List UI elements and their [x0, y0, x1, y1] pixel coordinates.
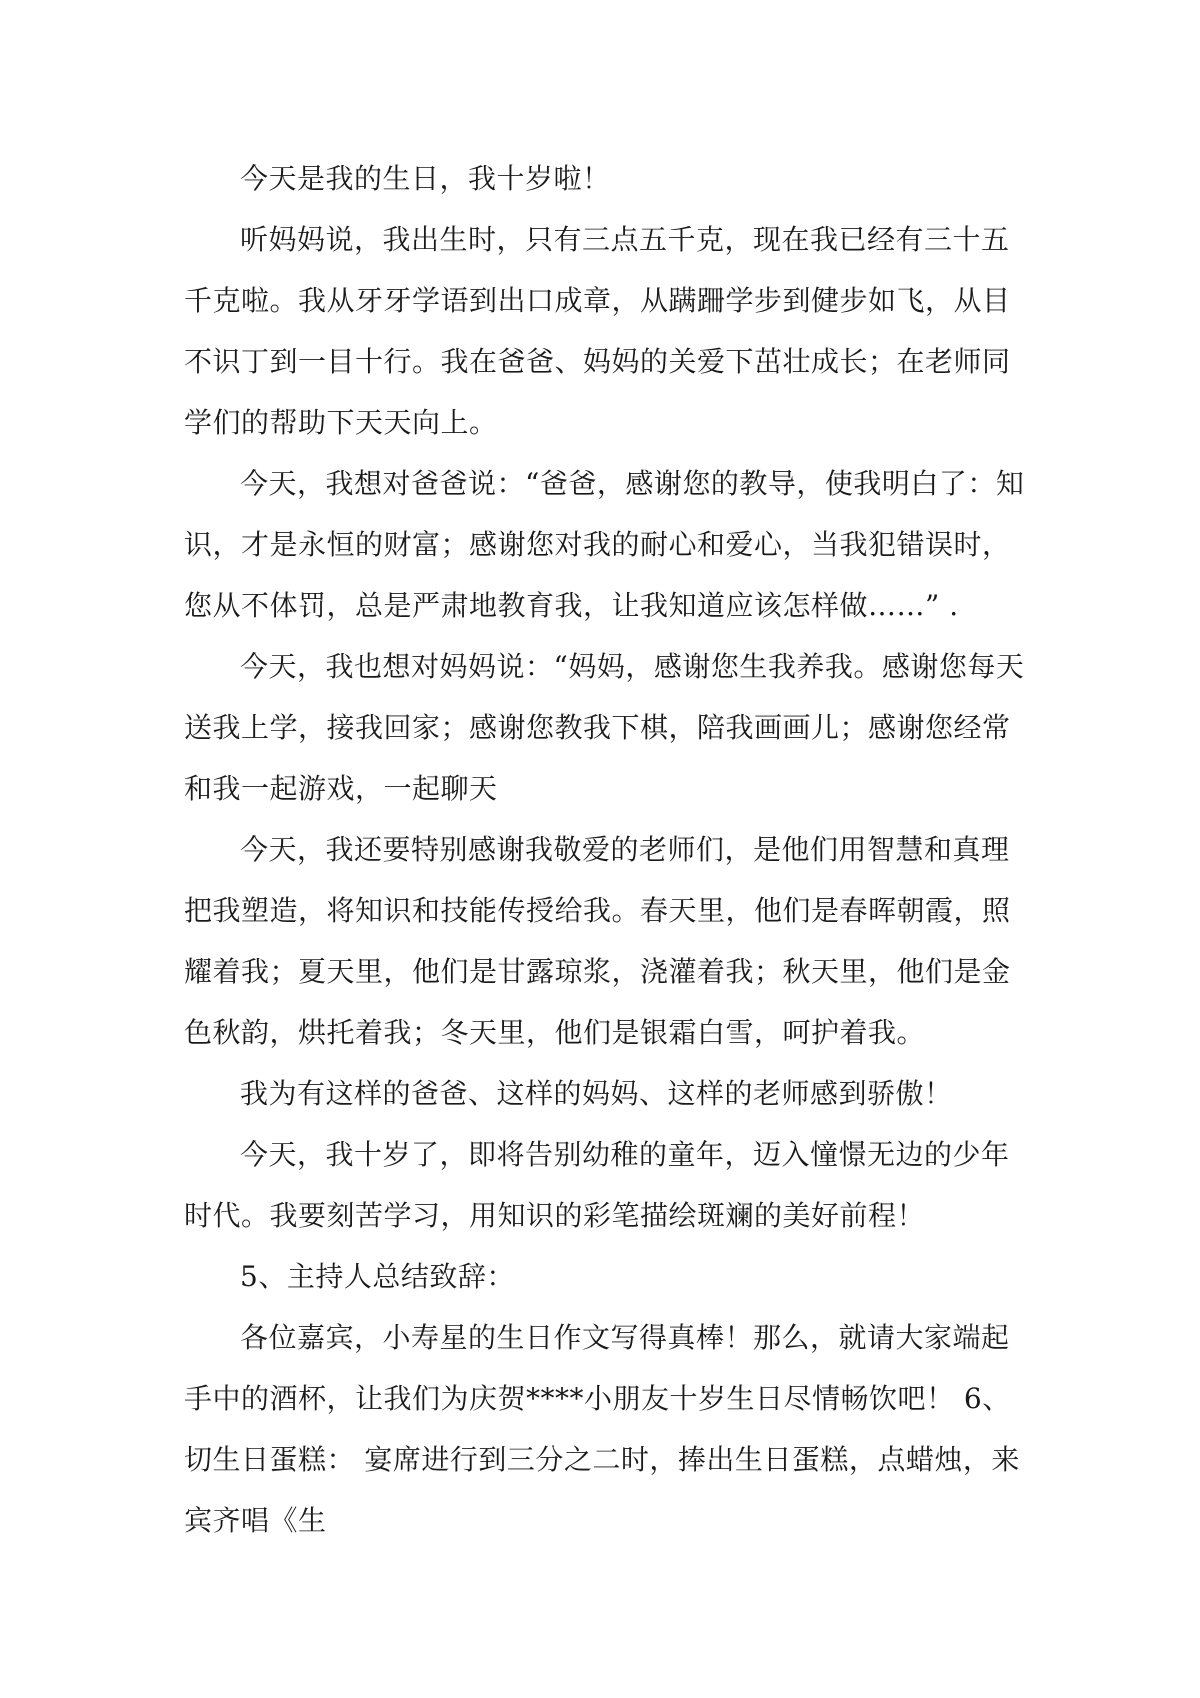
paragraph-host-closing-heading: 5、主持人总结致辞：: [240, 1260, 515, 1293]
document-body: [184, 148, 1032, 1551]
paragraph-host-closing-speech: 各位嘉宾，小寿星的生日作文写得真棒！那么，就请大家端起手中的酒杯，让我们为庆贺****小朋友十岁生日尽情畅饮吧！ 6、切生日蛋糕： 宴席进行到三分之二时，捧出生日蛋糕，点蜡烛，来宾齐唱《生: [184, 1321, 1020, 1537]
paragraph-thanks-mom: 今天，我也想对妈妈说：“妈妈，感谢您生我养我。感谢您每天送我上学，接我回家；感谢您教我下棋，陪我画画儿；感谢您经常和我一起游戏，一起聊天: [184, 650, 1025, 805]
paragraph-thanks-dad: 今天，我想对爸爸说：“爸爸，感谢您的教导，使我明白了：知识，才是永恒的财富；感谢您对我的耐心和爱心，当我犯错误时，您从不体罚，总是严肃地教育我，让我知道应该怎样做……” .: [184, 467, 1025, 622]
paragraph-growth: 听妈妈说，我出生时，只有三点五千克，现在我已经有三十五千克啦。我从牙牙学语到出口成章，从蹒跚学步到健步如飞，从目不识丁到一目十行。我在爸爸、妈妈的关爱下茁壮成长；在老师同学们的帮助下天天向上。: [184, 223, 1011, 439]
paragraph-proud: 我为有这样的爸爸、这样的妈妈、这样的老师感到骄傲！: [240, 1077, 953, 1110]
paragraph-birthday-intro: 今天是我的生日，我十岁啦！: [240, 162, 611, 195]
paragraph-ten-years-old: 今天，我十岁了，即将告别幼稚的童年，迈入憧憬无边的少年时代。我要刻苦学习，用知识的彩笔描绘斑斓的美好前程！: [184, 1138, 1010, 1232]
paragraph-thanks-teachers: 今天，我还要特别感谢我敬爱的老师们，是他们用智慧和真理把我塑造，将知识和技能传授给我。春天里，他们是春晖朝霞，照耀着我；夏天里，他们是甘露琼浆，浇灌着我；秋天里，他们是金色秋韵，烘托着我；冬天里，他们是银霜白雪，呵护着我。: [184, 833, 1011, 1049]
